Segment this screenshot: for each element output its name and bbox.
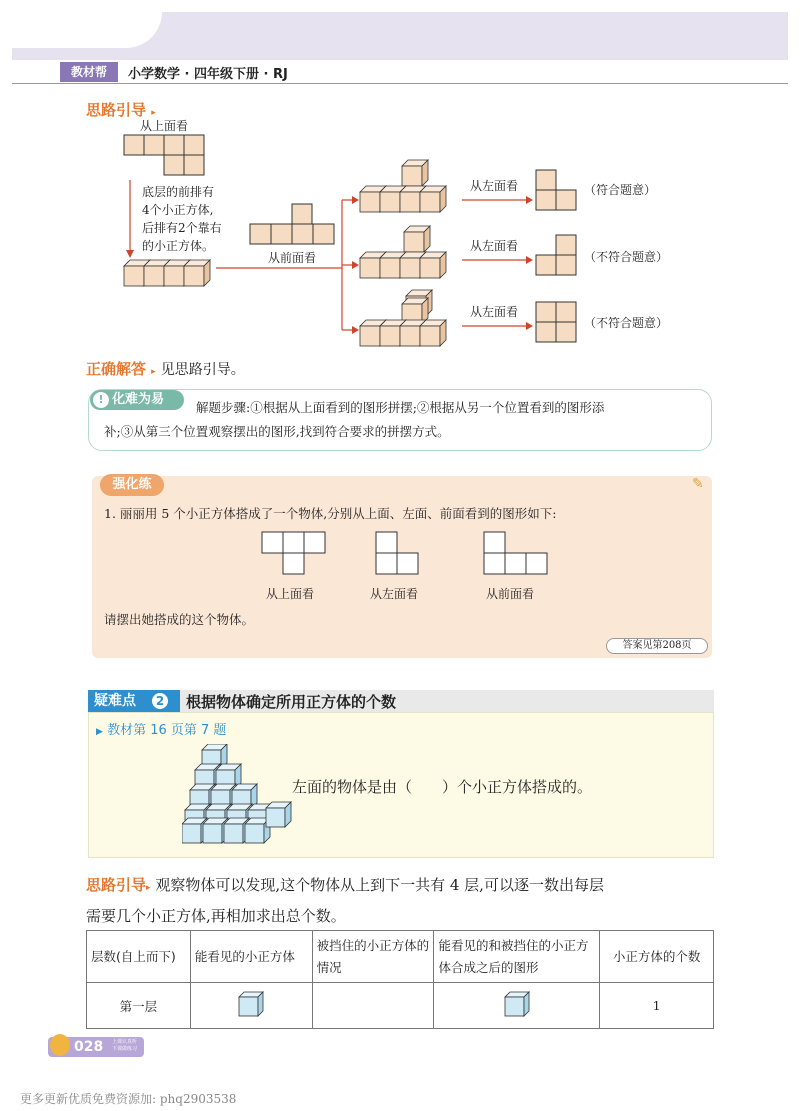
practice-question: 1. 丽丽用 5 个小正方体搭成了一个物体,分别从上面、左面、前面看到的图形如下: [104,506,557,521]
table-cell-count: 1 [600,983,714,1029]
table-header-cell: 能看见的小正方体 [190,931,312,983]
guide1-title: 思路引导 ▸ [86,101,156,119]
answer-row: 正确解答 ▸ 见思路引导。 [86,360,245,378]
base-layer-cubes [124,260,210,286]
guide1-top-view-label: 从上面看 [140,119,189,133]
table-row [87,983,714,1029]
front-view-grid [250,204,334,244]
note-line: 的小正方体。 [142,239,215,253]
difficulty-bar [88,690,714,712]
note-line: 4个小正方体, [142,203,214,217]
branch-1-label: 从左面看 [470,179,519,193]
object-option-2 [360,226,446,278]
table-cell-visible [190,983,312,1029]
branch-2-result: （不符合题意） [584,250,669,264]
practice-view-label: 从前面看 [486,587,535,601]
practice-view-label: 从上面看 [266,587,315,601]
table-header-cell: 能看见的和被挡住的小正方体合成之后的图形 [434,931,600,983]
note-line: 底层的前排有 [142,185,215,199]
table-cell-hidden [312,983,434,1029]
table-cell-layer: 第一层 [87,983,191,1029]
answer-text: 见思路引导。 [160,362,245,378]
left-view-3 [536,302,576,342]
guide2-title: 思路引导 [86,876,147,894]
practice-top-view [262,532,325,574]
header-logo: 教材帮 [60,62,118,82]
lion-icon [50,1034,70,1056]
watermark: 更多更新优质免费资源加: phq2903538 [20,1092,237,1106]
left-view-1 [536,170,576,210]
practice-views [260,530,560,578]
page-number: 028 [74,1039,104,1055]
branch-1-result: （符合题意） [584,183,657,197]
answer-title: 正确解答 [86,360,147,378]
exclamation-icon: ! [93,392,109,408]
cube-count-table [86,930,714,1029]
cube-icon [238,991,264,1017]
left-view-2 [536,235,576,275]
table-header-cell: 小正方体的个数 [600,931,714,983]
tip-line-2: 补;③从第三个位置观察摆出的图形,找到符合要求的拼摆方式。 [104,424,450,439]
branch-3-label: 从左面看 [470,305,519,319]
cube-icon [504,991,530,1017]
branch-3-result: （不符合题意） [584,316,669,330]
textbook-ref-text: 教材第 16 页第 7 题 [107,723,227,738]
practice-badge: 强化练 [100,474,164,496]
front-view-label: 从前面看 [268,251,317,265]
header-tab [12,12,162,48]
branch-2-label: 从左面看 [470,239,519,253]
object-option-1 [360,160,446,212]
pyramid-figure [182,744,292,844]
difficulty-badge: 疑难点 [88,690,180,712]
guide2-line-1: 观察物体可以发现,这个物体从上到下一共有 4 层,可以逐一数出每层 [155,876,604,894]
guide2-line-2: 需要几个小正方体,再相加求出总个数。 [86,907,346,925]
object-option-3 [360,290,446,346]
table-header-cell: 被挡住的小正方体的情况 [312,931,434,983]
difficulty-number: 2 [152,693,168,709]
header-title: 小学数学 · 四年级下册 · RJ [128,67,288,82]
top-view-grid [124,135,204,175]
note-line: 后排有2个靠右 [142,221,222,235]
textbook-ref: ▶ 教材第 16 页第 7 题 [96,723,227,738]
table-header-cell: 层数(自上而下) [87,931,191,983]
table-cell-combined [434,983,600,1029]
practice-front-view [484,532,547,574]
question-text: 左面的物体是由（ ）个小正方体搭成的。 [292,778,593,796]
difficulty-title: 根据物体确定所用正方体的个数 [186,693,397,711]
practice-view-label: 从左面看 [370,587,419,601]
tip-line-1: 解题步骤:①根据从上面看到的图形拼摆;②根据从另一个位置看到的图形添 [196,400,605,415]
guide2: 思路引导▸ 观察物体可以发现,这个物体从上到下一共有 4 层,可以逐一数出每层 需要几个小正方体,再相加求出总个数。 [86,876,604,925]
table-header-row [87,931,714,983]
footer-slogan: 上课认真听 下课做练习 [112,1039,138,1052]
tip-badge: 化难为易 [90,390,184,410]
practice-left-view [376,532,418,574]
practice-instruction: 请摆出她搭成的这个物体。 [104,612,255,627]
answer-reference: 答案见第208页 [606,638,708,654]
pencil-icon: ✎ [692,476,704,492]
guide1-note [142,183,222,255]
